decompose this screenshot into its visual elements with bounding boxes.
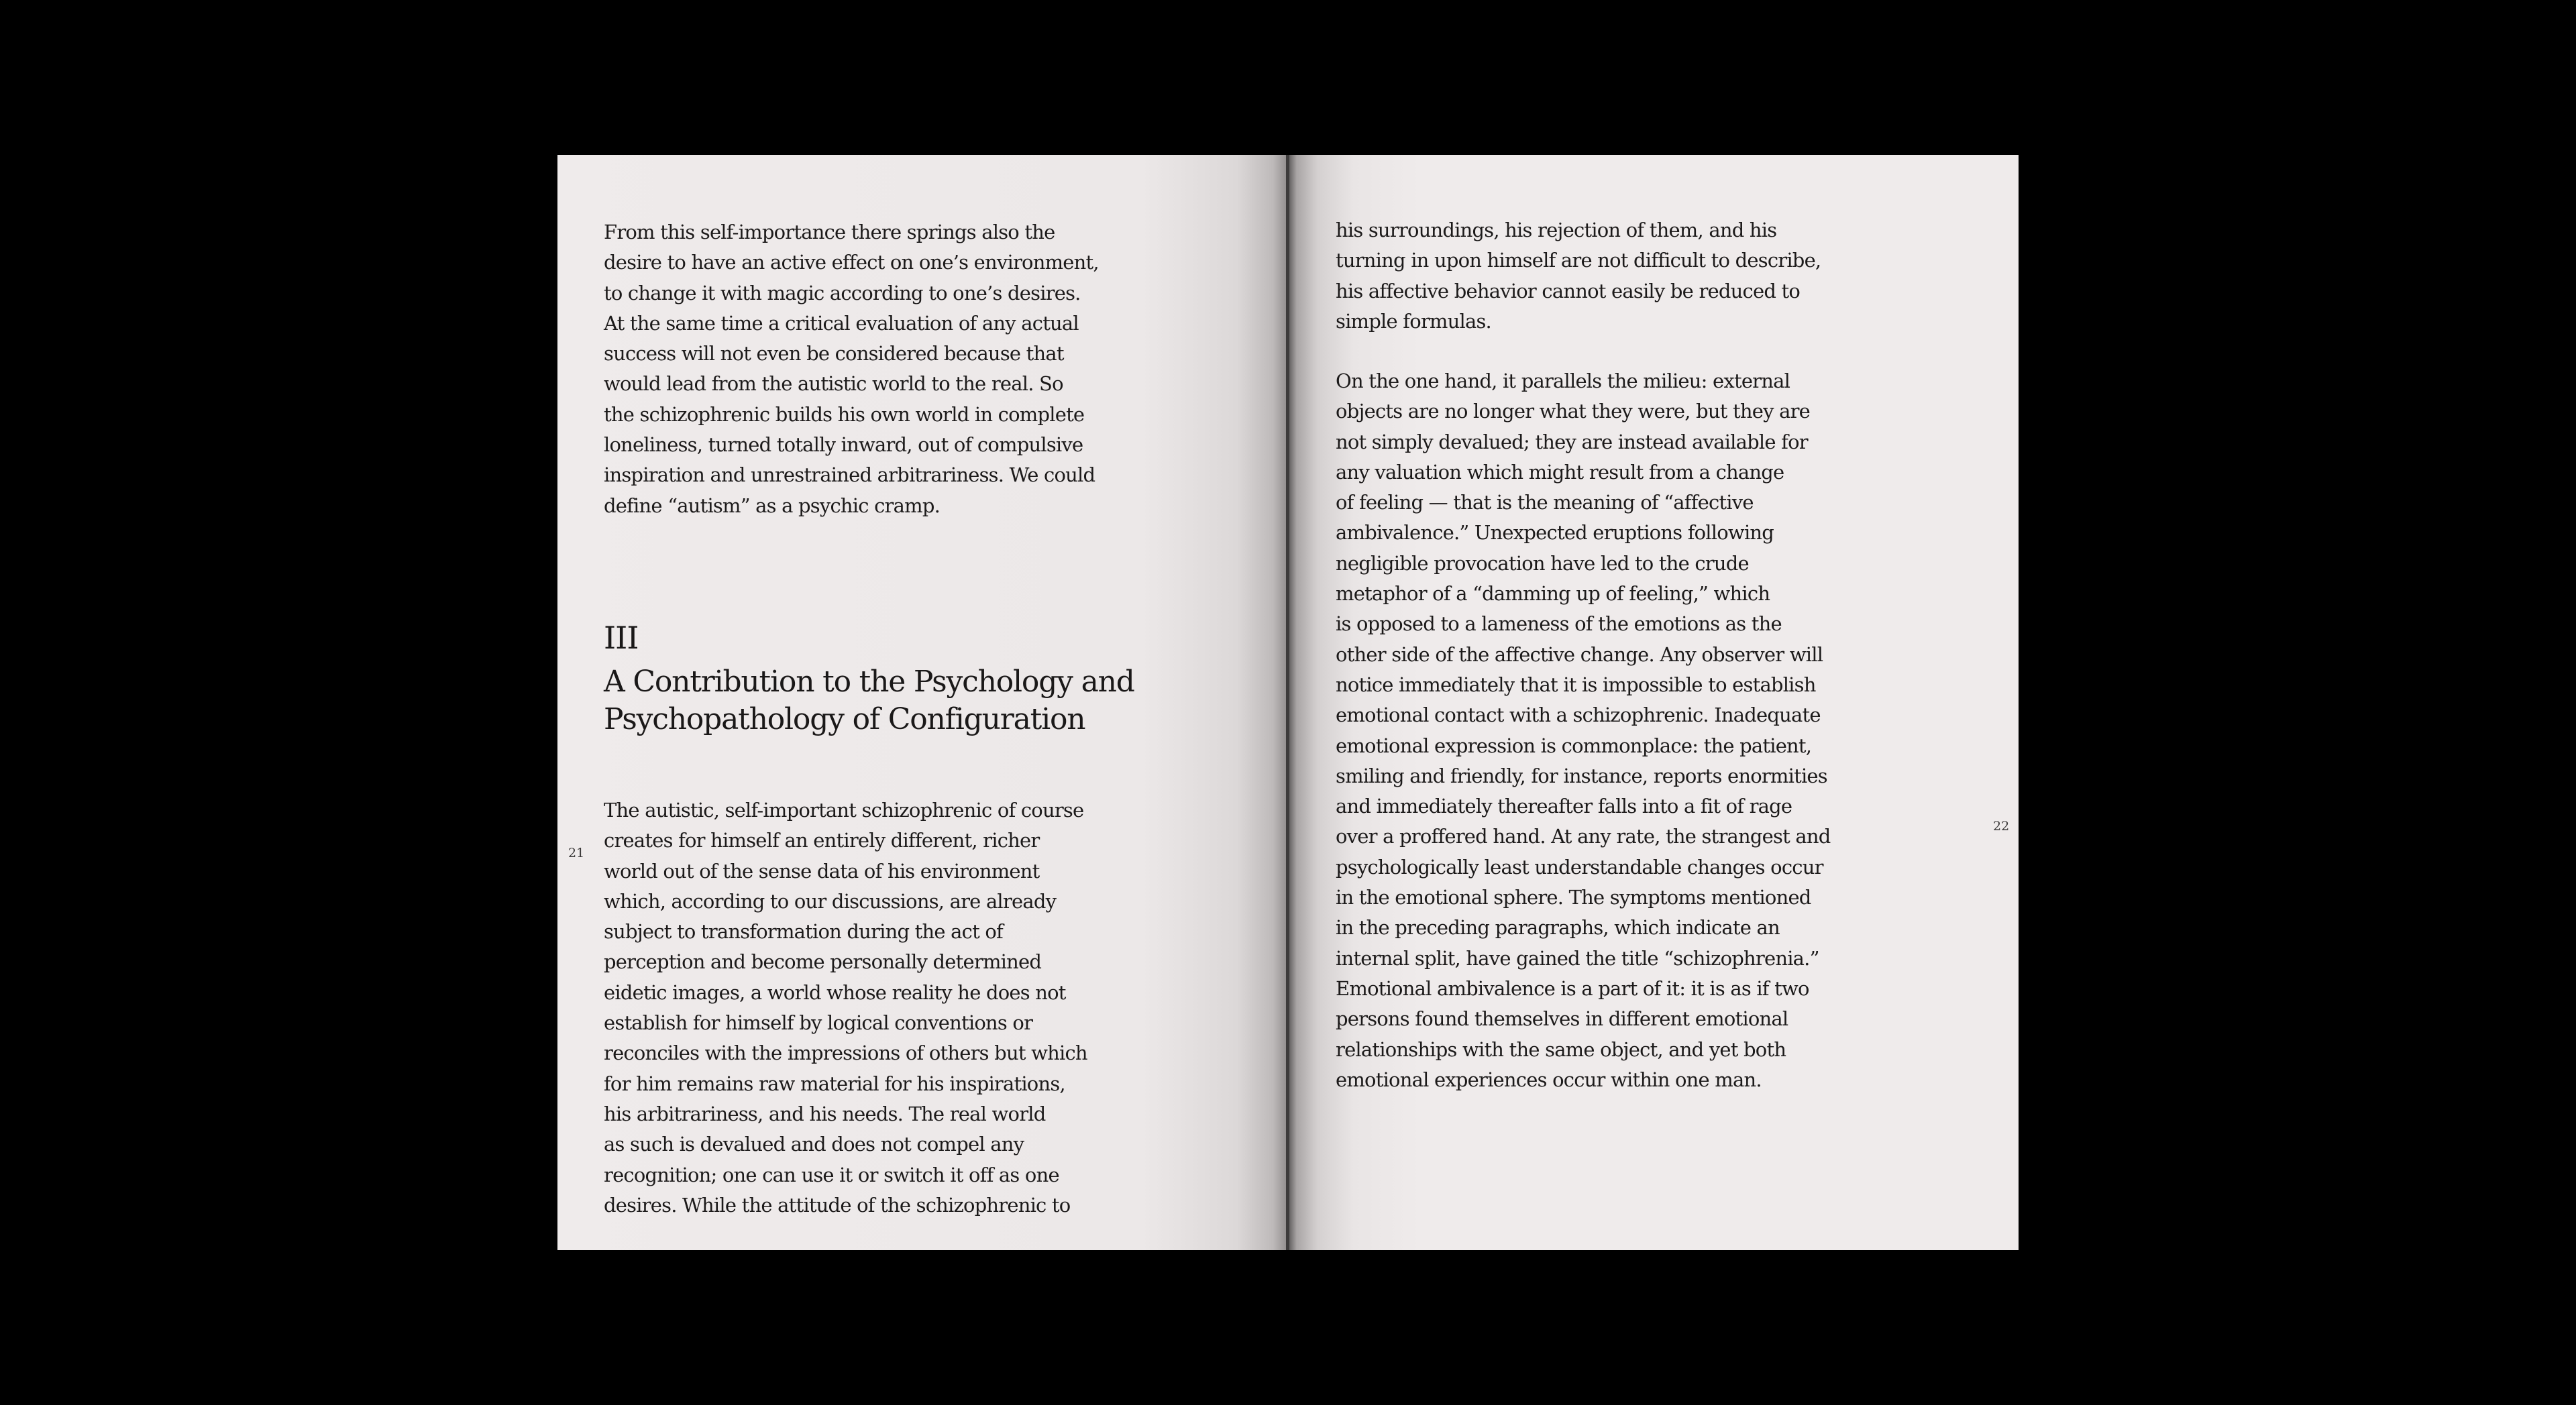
right-paragraph-2 <box>1336 366 1980 1095</box>
chapter-title: A Contribution to the Psychology and Psychopathology of Configuration <box>604 665 1134 736</box>
left-paragraph-1 <box>604 217 1248 521</box>
left-page <box>557 155 1288 1250</box>
right-page <box>1288 155 2019 1250</box>
right-paragraph-2-text: On the one hand, it parallels the milieu: external objects are no longer what they were, but they are not simply devalued; they are instead available for any valuation which might result from a change of feeling — that is the meaning of “affective ambivalence.” Unexpected eruptions following negligible provocation have led to the crude metaphor of a “damming up of feeling,” which is opposed to a lameness of the emotions as the other side of the affective change. Any observer will notice immediately that it is impossible to establish emotional contact with a schizophrenic. Inadequate emotional expression is commonplace: the patient, smiling and friendly, for instance, reports enormities and immediately thereafter falls into a fit of rage over a proffered hand. At any rate, the strangest and psychologically least understandable changes occur in the emotional sphere. The symptoms mentioned in the preceding paragraphs, which indicate an internal split, have gained the title “schizophrenia.” Emotional ambivalence is a part of it: it is as if two persons found themselves in different emotional relationships with the same object, and yet both emotional experiences occur within one man. <box>1336 370 1831 1091</box>
left-paragraph-2 <box>604 795 1248 1221</box>
chapter-number: III <box>604 620 639 656</box>
right-paragraph-1 <box>1336 215 1980 337</box>
right-paragraph-1-text: his surroundings, his rejection of them, and his turning in upon himself are not difficult to describe, his affective behavior cannot easily be reduced to simple formulas. <box>1336 219 1821 333</box>
book-gutter <box>1286 155 1289 1250</box>
left-paragraph-1-text: From this self-importance there springs also the desire to have an active effect on one’s environment, to change it with magic according to one’s desires. At the same time a critical evaluation of any actual success will not even be considered because that would lead from the autistic world to the real. So the schizophrenic builds his own world in complete loneliness, turned totally inward, out of compulsive inspiration and unrestrained arbitrariness. We could define “autism” as a psychic cramp. <box>604 221 1099 517</box>
left-paragraph-2-text: The autistic, self-important schizophrenic of course creates for himself an entirely different, richer world out of the sense data of his environment which, according to our discussions, are already subject to transformation during the act of perception and become personally determined eidetic images, a world whose reality he does not establish for himself by logical conventions or reconciles with the impressions of others but which for him remains raw material for his inspirations, his arbitrariness, and his needs. The real world as such is devalued and does not compel any recognition; one can use it or switch it off as one desires. While the attitude of the schizophrenic to <box>604 799 1087 1217</box>
left-page-number: 21 <box>568 846 585 860</box>
right-page-number: 22 <box>1993 819 2010 834</box>
